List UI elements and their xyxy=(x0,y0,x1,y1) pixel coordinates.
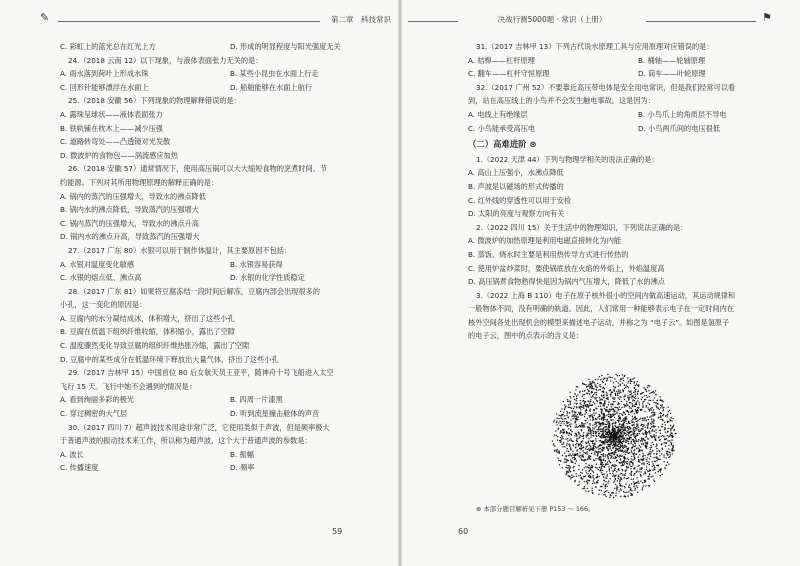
footnote: ⊛ 本部分题目解析见下册 P153 ～ 166。 xyxy=(476,505,595,513)
option-row xyxy=(468,67,800,81)
answer-option: D. 高压锅煮食物熟得快是因为锅内气压增大，降低了水的沸点 xyxy=(468,277,665,287)
question-stem: 26.（2018 安徽 57）通常情况下，使用高压锅可以大大缩短食物的烹煮时间。节 xyxy=(68,164,328,174)
answer-option: C. 回形针能够漂浮在水面上 xyxy=(60,82,149,92)
answer-option: C. 水银的熔点低、沸点高 xyxy=(60,273,142,283)
answer-option: D. 豆腐中的某些成分在低温环境下释放出大量气体，挤出了这些小孔 xyxy=(60,354,279,364)
option-row xyxy=(468,54,800,68)
question-stem: 32.（2017 广州 52）不要靠近高压带电体是安全用电常识，但是我们经常可以看 xyxy=(476,82,736,92)
answer-option: A. 雨水落到荷叶上形成水珠 xyxy=(60,69,149,79)
answer-option: B. 蒸饭、烧水时主要是利用热传导方式进行传热的 xyxy=(468,249,629,259)
right-questions xyxy=(468,40,800,343)
answer-option: D. 频率 xyxy=(230,463,255,473)
answer-option: C. 红外线的穿透性可以用于安检 xyxy=(468,195,572,205)
left-questions xyxy=(60,40,390,475)
answer-option: C. 小鸟能承受高压电 xyxy=(468,123,536,133)
right-page xyxy=(400,0,800,566)
answer-option: D. 听到流星撞击舱体的声音 xyxy=(230,409,320,419)
answer-option: B. 某些小昆虫在水面上行走 xyxy=(230,69,319,79)
answer-option: C. 温度骤然变化导致豆腐的组织纤维热胀冷缩，露出了空隙 xyxy=(60,341,250,351)
question-continuation: 飞行 15 天。飞行中她不会遇到的情况是： xyxy=(60,381,196,391)
option-row xyxy=(60,258,390,272)
question-stem: 27.（2017 广东 80）水银可以用于制作体温计，其主要原因不包括： xyxy=(68,245,292,255)
option-row xyxy=(60,271,390,285)
question-stem: 1.（2022 天津 44）下列与物理学相关的说法正确的是： xyxy=(476,154,659,164)
answer-option: C. 翻车——杠杆守恒原理 xyxy=(468,69,550,79)
answer-option: C. 使用炉盆炒菜时，要使锅底放在火焰的外焰上，外焰温度高 xyxy=(468,263,665,273)
answer-option: A. 水银对温度变化敏感 xyxy=(60,259,135,269)
answer-option: D. 水银的化学性质稳定 xyxy=(230,273,305,283)
answer-option: A. 微波炉的加热原理是利用电磁直接转化为内能 xyxy=(468,236,622,246)
question-stem: 30.（2017 四川 7）超声波技术用途非常广泛，它使用类似于声波，但是频率极大 xyxy=(68,422,330,432)
question-continuation: 核外空间各处出现机会的模型来描述电子运动，并称之为 “电子云”。如图是氢原子 xyxy=(468,317,730,327)
answer-option: D. 形成的明显程度与阳光强度无关 xyxy=(230,42,341,51)
question-stem: 3.（2022 上海 B 110）电子在原子核外很小的空间内做高速运动，其运动规律和 xyxy=(476,290,736,300)
question-continuation: 一般物体不同，没有明确的轨道。因此，人们常用一种能够表示电子在一定时间内在 xyxy=(468,304,734,314)
answer-option: B. 水银容易获得 xyxy=(230,259,283,269)
option-row xyxy=(468,108,800,122)
answer-option: A. 桔槔——杠杆原理 xyxy=(468,55,535,65)
answer-option: C. 彩虹上的蓝光总在红光上方 xyxy=(60,42,156,51)
book-title: 决战行测5000题 · 常识（上册） xyxy=(462,14,642,28)
bookmark-icon: ⚑ xyxy=(762,11,772,24)
answer-option: D. 小鸟两爪间的电压很低 xyxy=(638,123,720,133)
answer-option: B. 桶轴——轮轴原理 xyxy=(638,55,706,65)
option-row xyxy=(60,40,390,54)
electron-cloud-figure xyxy=(524,372,704,502)
answer-option: B. 豆腐在低温下组织纤维收缩，体积缩小，露出了空隙 xyxy=(60,327,235,337)
answer-option: D. 微波炉的食物包——涡流感应加热 xyxy=(60,150,178,160)
question-continuation: 约能源。下列对其所用物理原理的解释正确的是： xyxy=(60,177,219,187)
answer-option: B. 小鸟爪上的角质层不导电 xyxy=(638,109,727,119)
section-heading: （二）高难进阶 ⊛ xyxy=(468,139,537,150)
answer-option: A. 露珠呈球状——液体表面张力 xyxy=(60,109,163,119)
answer-option: B. 锅内水的沸点降低，导致蒸汽的压强增大 xyxy=(60,205,199,215)
page-number-right: 60 xyxy=(458,527,469,536)
answer-option: A. 锅内的蒸汽的压强增大，导致水的沸点降低 xyxy=(60,191,206,201)
answer-option: A. 看到绚丽多彩的极光 xyxy=(60,395,135,405)
option-row xyxy=(60,407,390,421)
question-continuation: 于普通声波的振动技术来工作，所以称为超声波，这个大于普通声波的参数是： xyxy=(60,436,312,446)
answer-option: A. 高山上压强小，水沸点降低 xyxy=(468,168,564,178)
option-row xyxy=(60,67,390,81)
header-rule-right xyxy=(646,21,756,22)
chapter-title: 第二章 科技常识 xyxy=(326,14,396,28)
page-number-left: 59 xyxy=(332,527,343,536)
question-stem: 25.（2018 安徽 56）下列现象的物理解释错误的是： xyxy=(68,96,241,106)
header-rule-left xyxy=(408,21,458,22)
option-row xyxy=(60,448,390,462)
answer-option: D. 太阳的亮度与观察方向有关 xyxy=(468,209,565,219)
answer-option: D. 船舶能够在水面上航行 xyxy=(230,82,312,92)
option-row xyxy=(468,122,800,136)
option-row xyxy=(60,81,390,95)
option-row xyxy=(60,461,390,475)
answer-option: A. 波长 xyxy=(60,449,84,459)
question-stem: 2.（2022 四川 15）关于生活中的物理知识，下列说法正确的是： xyxy=(476,222,688,232)
option-row xyxy=(60,393,390,407)
question-stem: 24.（2018 云南 12）以下现象，与液体表面张力无关的是： xyxy=(68,55,263,65)
answer-option: A. 豆腐内的水分凝结成冰，体积增大，挤出了这些小孔 xyxy=(60,313,235,323)
question-stem: 28.（2017 广东 81）如果将豆腐冻结一段时间后解冻，豆腐内部会出现很多的 xyxy=(68,286,320,296)
answer-option: B. 声波是以磁场的形式传播的 xyxy=(468,181,564,191)
question-stem: 31.（2017 吉林甲 13）下列古代说水原理工具与应用原理对应错误的是： xyxy=(476,42,714,51)
question-stem: 29.（2017 吉林甲 15）中国首位 80 后女航天员王亚平，随神舟十号飞船进入太空 xyxy=(68,368,334,378)
answer-option: C. 穿过稠密的大气层 xyxy=(60,409,128,419)
answer-option: B. 铁轨铺在枕木上——减少压强 xyxy=(60,123,163,133)
answer-option: C. 道路转弯处——凸透镜对光发散 xyxy=(60,137,171,147)
answer-option: D. 筒车——叶轮原理 xyxy=(638,69,706,79)
answer-option: A. 电线上有绝缘层 xyxy=(468,109,528,119)
header-rule xyxy=(58,21,320,22)
answer-option: C. 锅内蒸汽的压强增大，导致水的沸点升高 xyxy=(60,218,199,228)
answer-option: B. 振幅 xyxy=(230,449,254,459)
question-continuation: 到，站在高压线上的小鸟并不会发生触电事故。这是因为： xyxy=(468,96,655,106)
question-continuation: 的电子云，图中的点表示的含义是： xyxy=(468,331,584,341)
answer-option: B. 四周一片漆黑 xyxy=(230,395,283,405)
book-icon: ✎ xyxy=(40,11,50,24)
answer-option: C. 传播速度 xyxy=(60,463,99,473)
question-continuation: 小孔，这一变化的原因是： xyxy=(60,300,147,310)
answer-option: D. 锅内水的沸点升高，导致蒸汽的压强增大 xyxy=(60,232,200,242)
electron-cloud-dots xyxy=(552,374,677,499)
